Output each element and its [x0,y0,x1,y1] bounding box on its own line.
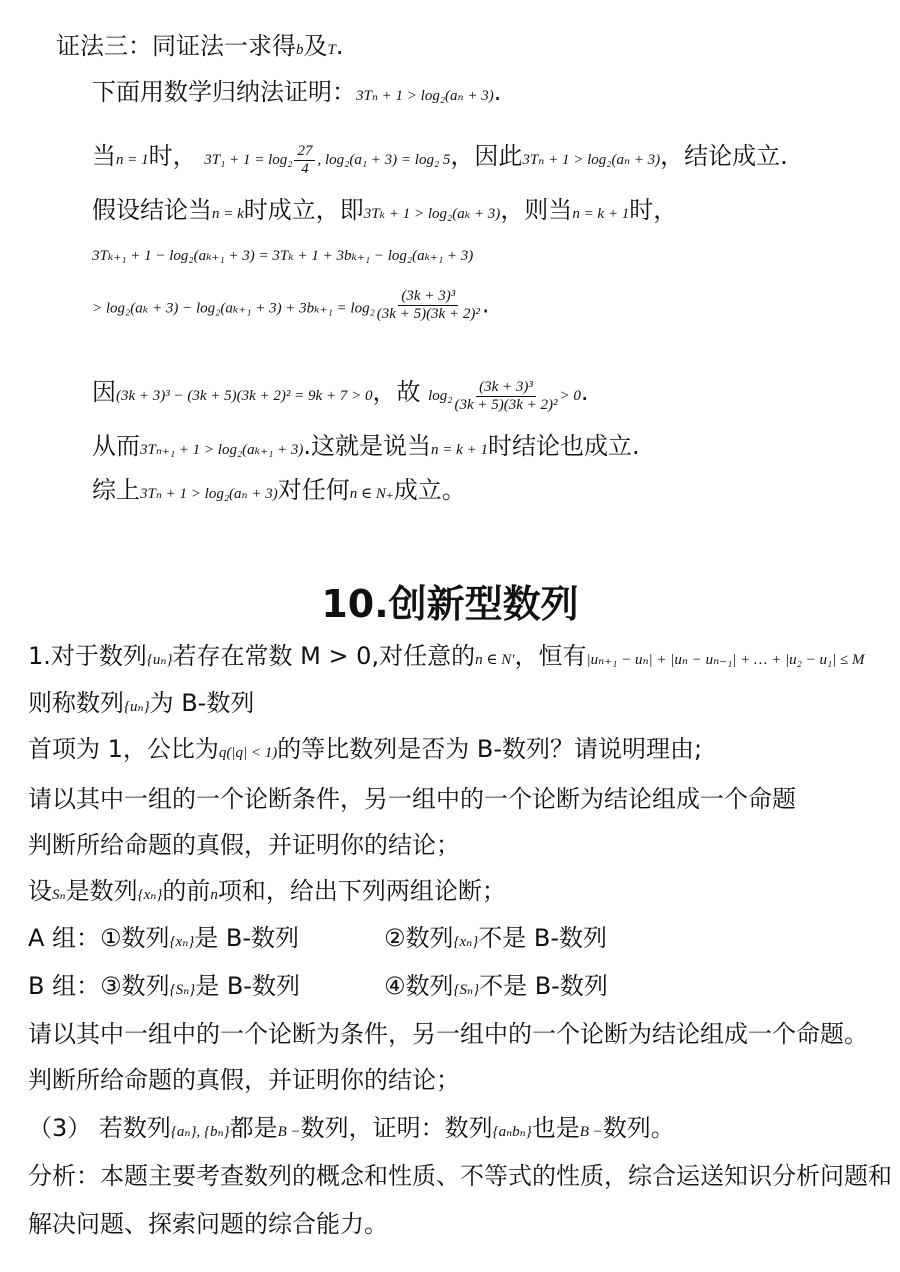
group-a-line: A 组：①数列{xₙ}是 B-数列 [28,924,300,952]
math-b-n: b [296,42,304,58]
problem-line-6: 设Sₙ是数列{xₙ}的前n项和，给出下列两组论断； [28,877,506,905]
proof-line-7: 因(3k + 3)³ − (3k + 5)(3k + 2)² = 9k + 7 > 0，故 log₂ $\frac{\text{(3k + 3)³}}{\text{(3k + 5)(3k + 2)²}}$ > 0. [92,378,589,414]
math-sum-condition: |uₙ₊₁ − uₙ| + |uₙ − uₙ₋₁| + … + |u₂ − u₁| ≤ M [586,652,865,668]
section-title: 10.创新型数列 [321,582,579,626]
math-T-n: T [327,42,336,58]
problem-line-2: 则称数列{uₙ}为 B-数列 [28,689,255,717]
proof-line-1: 证法三：同证法一求得b及T. [56,32,344,60]
proof-line-2: 下面用数学归纳法证明：3Tₙ + 1 > log₂(aₙ + 3). [92,78,502,106]
proof-line-9: 综上3Tₙ + 1 > log₂(aₙ + 3)对任何n ∈ N₊成立。 [92,476,466,504]
fraction: $\frac{\text{(3k + 3)³}}{\text{(3k + 5)(3k + 2)²}}$ [376,288,480,322]
proof-line-8: 从而3Tₙ₊₁ + 1 > log₂(aₖ₊₁ + 3).这就是说当n = k + 1时结论也成立. [92,432,640,460]
proof-line-4: 假设结论当n = k时成立，即3Tₖ + 1 > log₂(aₖ + 3)，则当n = k + 1时， [92,196,678,224]
group-a-option-2: ②数列{xₙ}不是 B-数列 [384,924,608,952]
problem-line-7: 请以其中一组中的一个论断为条件，另一组中的一个论断为结论组成一个命题。 [28,1020,868,1048]
group-b-option-4: ④数列{Sₙ}不是 B-数列 [384,972,608,1000]
proof-equation-2: > log₂(aₖ + 3) − log₂(aₖ₊₁ + 3) + 3bₖ₊₁ = log₂ $\frac{\text{(3k + 3)³}}{\text{(3k + 5)(3k + 2)²}}$ . [92,288,490,322]
analysis-line-2: 解决问题、探索问题的综合能力。 [28,1210,388,1238]
proof-equation-1: 3Tₖ₊₁ + 1 − log₂(aₖ₊₁ + 3) = 3Tₖ + 1 + 3bₖ₊₁ − log₂(aₖ₊₁ + 3) [92,248,474,264]
analysis-line-1: 分析：本题主要考查数列的概念和性质、不等式的性质，综合运送知识分析问题和 [28,1162,892,1190]
problem-line-3: 首项为 1，公比为q(|q| < 1)的等比数列是否为 B-数列？请说明理由; [28,735,703,763]
problem-line-9: （3） 若数列{aₙ}, {bₙ}都是B −数列，证明：数列{aₙbₙ}也是B −数列。 [28,1114,675,1142]
problem-line-1: 1.对于数列{uₙ}若存在常数 M > 0,对任意的n ∈ N′，恒有|uₙ₊₁ − uₙ| + |uₙ − uₙ₋₁| + … + |u₂ − u₁| ≤ M [28,642,865,670]
proof-line-3: 当n = 1时， 3T₁ + 1 = log₂ $\frac{27}{4}$ , log₂(a₁ + 3) = log₂ 5，因此3Tₙ + 1 > log₂(aₙ + 3)，结论成立. [92,142,788,178]
math-inequality: 3Tₙ + 1 > log₂(aₙ + 3) [356,88,494,104]
problem-line-8: 判断所给命题的真假，并证明你的结论； [28,1066,460,1094]
math-base-case: 3T₁ + 1 = log₂ $\frac{27}{4}$ , log₂(a₁ + 3) = log₂ 5 [204,143,451,178]
group-b-line: B 组：③数列{Sₙ}是 B-数列 [28,972,300,1000]
problem-line-5: 判断所给命题的真假，并证明你的结论； [28,831,460,859]
problem-line-4: 请以其中一组的一个论断条件，另一组中的一个论断为结论组成一个命题 [28,785,796,813]
